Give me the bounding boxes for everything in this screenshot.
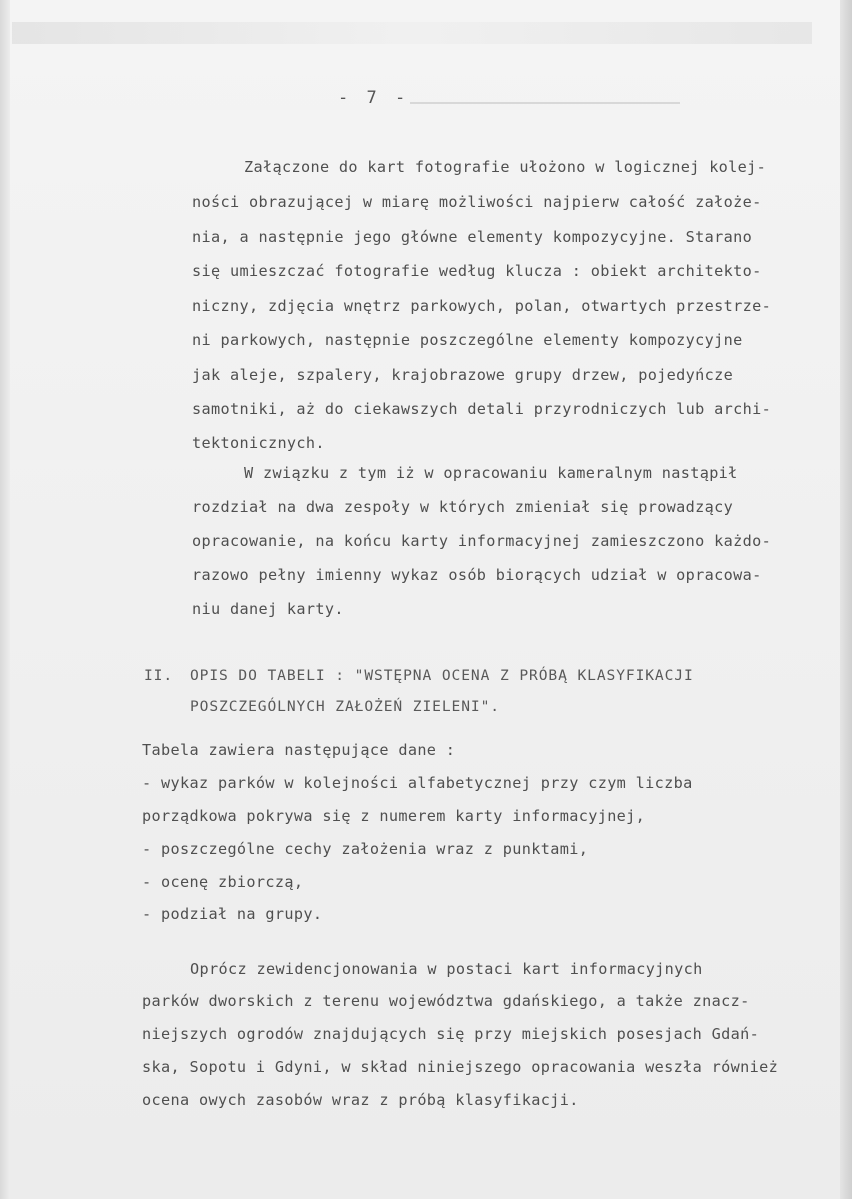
paragraph-3-line: ska, Sopotu i Gdyni, w skład niniejszego opracowania weszła również: [142, 1058, 779, 1076]
section-heading-line: OPIS DO TABELI : "WSTĘPNA OCENA Z PRÓBĄ KLASYFIKACJI: [190, 667, 694, 684]
list-item: - ocenę zbiorczą,: [142, 873, 304, 891]
paragraph-3-line: Oprócz zewidencjonowania w postaci kart informacyjnych: [190, 960, 703, 978]
paragraph-2-line: rozdział na dwa zespoły w których zmieniał się prowadzący: [192, 498, 734, 516]
paragraph-3-line: niejszych ogrodów znajdujących się przy miejskich posesjach Gdań-: [142, 1025, 760, 1043]
header-rule: [410, 102, 680, 104]
scan-right-edge: [840, 0, 852, 1199]
page-number: - 7 -: [338, 88, 410, 108]
list-item: - podział na grupy.: [142, 905, 323, 923]
paragraph-1-line: samotniki, aż do ciekawszych detali przyrodniczych lub archi-: [192, 400, 772, 418]
paragraph-1-line: Załączone do kart fotografie ułożono w logicznej kolej-: [244, 158, 767, 176]
paragraph-1-line: nia, a następnie jego główne elementy kompozycyjne. Starano: [192, 228, 753, 246]
paragraph-1-line: się umieszczać fotografie według klucza : obiekt architekto-: [192, 262, 762, 280]
paragraph-3-line: parków dworskich z terenu województwa gdańskiego, a także znacz-: [142, 992, 750, 1010]
scan-top-smudge: [12, 22, 812, 44]
paragraph-1-line: niczny, zdjęcia wnętrz parkowych, polan, otwartych przestrze-: [192, 297, 772, 315]
paragraph-2-line: opracowanie, na końcu karty informacyjnej zamieszczono każdo-: [192, 532, 772, 550]
list-intro: Tabela zawiera następujące dane :: [142, 741, 456, 759]
list-item: - wykaz parków w kolejności alfabetycznej przy czym liczba: [142, 774, 693, 792]
paragraph-1-line: tektonicznych.: [192, 434, 325, 452]
paragraph-2-line: W związku z tym iż w opracowaniu kameralnym nastąpił: [244, 464, 738, 482]
paragraph-2-line: niu danej karty.: [192, 600, 344, 618]
paragraph-1-line: ności obrazującej w miarę możliwości najpierw całość założe-: [192, 193, 762, 211]
paragraph-2-line: razowo pełny imienny wykaz osób biorących udział w opracowa-: [192, 566, 762, 584]
scan-left-edge: [0, 0, 10, 1199]
list-item: porządkowa pokrywa się z numerem karty informacyjnej,: [142, 807, 646, 825]
section-heading-line: POSZCZEGÓLNYCH ZAŁOŻEŃ ZIELENI".: [190, 698, 500, 715]
list-item: - poszczególne cechy założenia wraz z punktami,: [142, 840, 589, 858]
paragraph-1-line: ni parkowych, następnie poszczególne elementy kompozycyjne: [192, 331, 743, 349]
section-number: II.: [144, 667, 174, 684]
paragraph-1-line: jak aleje, szpalery, krajobrazowe grupy drzew, pojedyńcze: [192, 366, 734, 384]
paragraph-3-line: ocena owych zasobów wraz z próbą klasyfikacji.: [142, 1091, 579, 1109]
